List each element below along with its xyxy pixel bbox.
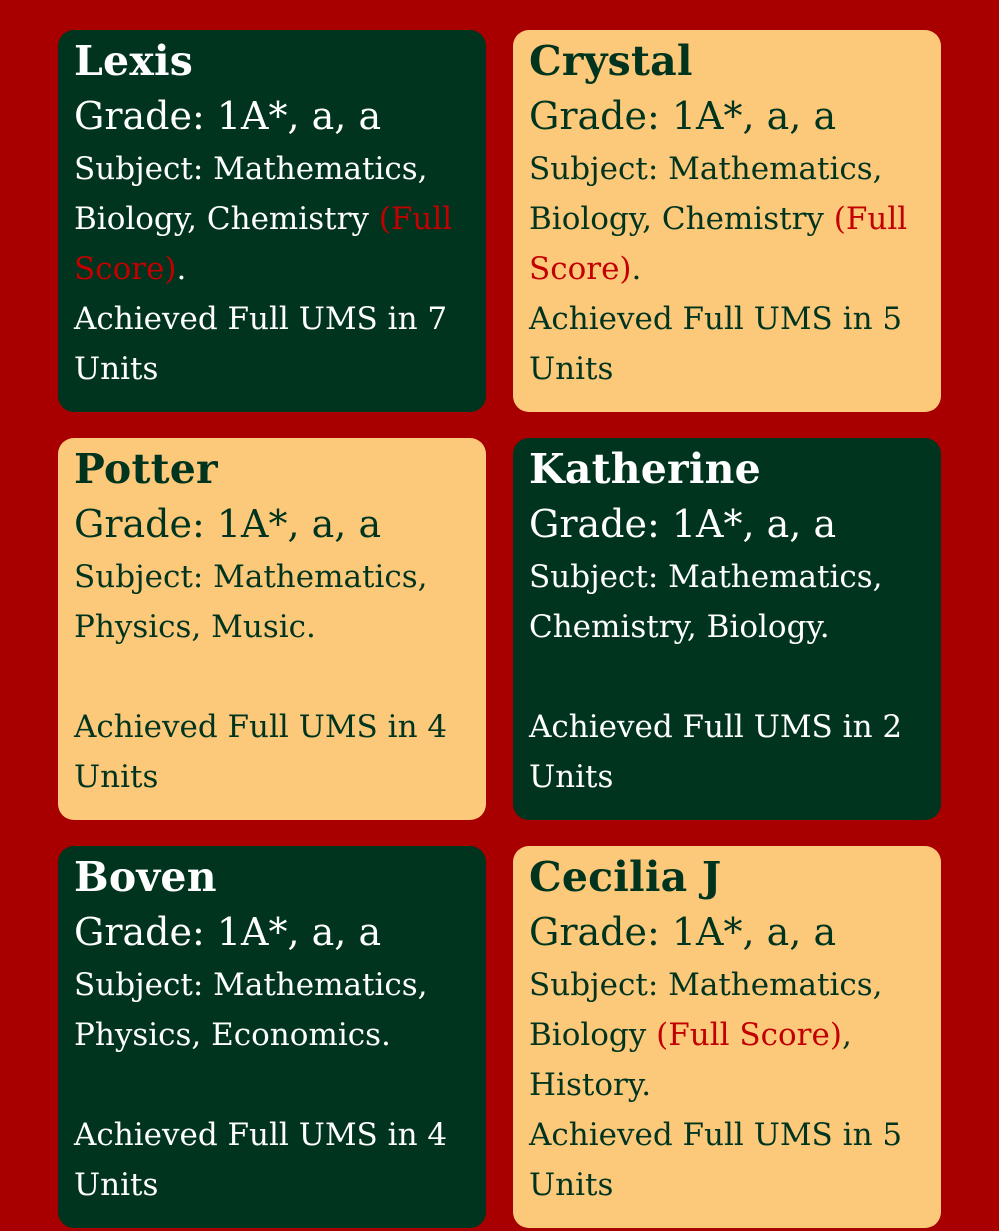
subject-text: Subject: Mathematics, Physics, Music.	[74, 559, 428, 645]
student-ums: Achieved Full UMS in 4 Units	[74, 709, 448, 795]
student-card-katherine	[513, 438, 941, 820]
subject-suffix: .	[176, 251, 187, 287]
subject-text: Subject: Mathematics, Biology	[529, 967, 883, 1053]
student-card-crystal	[513, 30, 941, 412]
full-score-label: (Full Score)	[74, 201, 453, 287]
student-subjects	[74, 552, 472, 702]
student-ums: Achieved Full UMS in 7 Units	[74, 301, 448, 387]
subject-text: Subject: Mathematics, Physics, Economics.	[74, 967, 428, 1053]
student-name: Cecilia J	[529, 853, 722, 901]
subject-text: Subject: Mathematics, Biology, Chemistry	[529, 151, 883, 237]
student-grade: Grade: 1A*, a, a	[74, 94, 382, 138]
student-name: Lexis	[74, 37, 194, 85]
subject-suffix: .	[631, 251, 642, 287]
student-subjects	[529, 960, 927, 1110]
student-ums: Achieved Full UMS in 5 Units	[529, 301, 903, 387]
student-card-cecilia-j	[513, 846, 941, 1228]
subject-suffix: , History.	[529, 1017, 852, 1103]
student-card-boven	[58, 846, 486, 1228]
student-subjects	[529, 552, 927, 702]
full-score-label: (Full Score)	[656, 1017, 842, 1053]
student-name: Katherine	[529, 445, 761, 493]
student-subjects	[74, 960, 472, 1110]
student-name: Boven	[74, 853, 217, 901]
student-subjects	[529, 144, 927, 294]
student-grade: Grade: 1A*, a, a	[529, 94, 837, 138]
student-ums: Achieved Full UMS in 4 Units	[74, 1117, 448, 1203]
student-subjects	[74, 144, 472, 294]
student-name: Potter	[74, 445, 218, 493]
student-card-lexis	[58, 30, 486, 412]
student-grade: Grade: 1A*, a, a	[529, 502, 837, 546]
student-card-potter	[58, 438, 486, 820]
subject-text: Subject: Mathematics, Chemistry, Biology.	[529, 559, 883, 645]
student-grade: Grade: 1A*, a, a	[74, 502, 382, 546]
student-grade: Grade: 1A*, a, a	[74, 910, 382, 954]
student-grade: Grade: 1A*, a, a	[529, 910, 837, 954]
student-ums: Achieved Full UMS in 5 Units	[529, 1117, 903, 1203]
student-name: Crystal	[529, 37, 693, 85]
subject-text: Subject: Mathematics, Biology, Chemistry	[74, 151, 428, 237]
full-score-label: (Full Score)	[529, 201, 908, 287]
student-ums: Achieved Full UMS in 2 Units	[529, 709, 903, 795]
